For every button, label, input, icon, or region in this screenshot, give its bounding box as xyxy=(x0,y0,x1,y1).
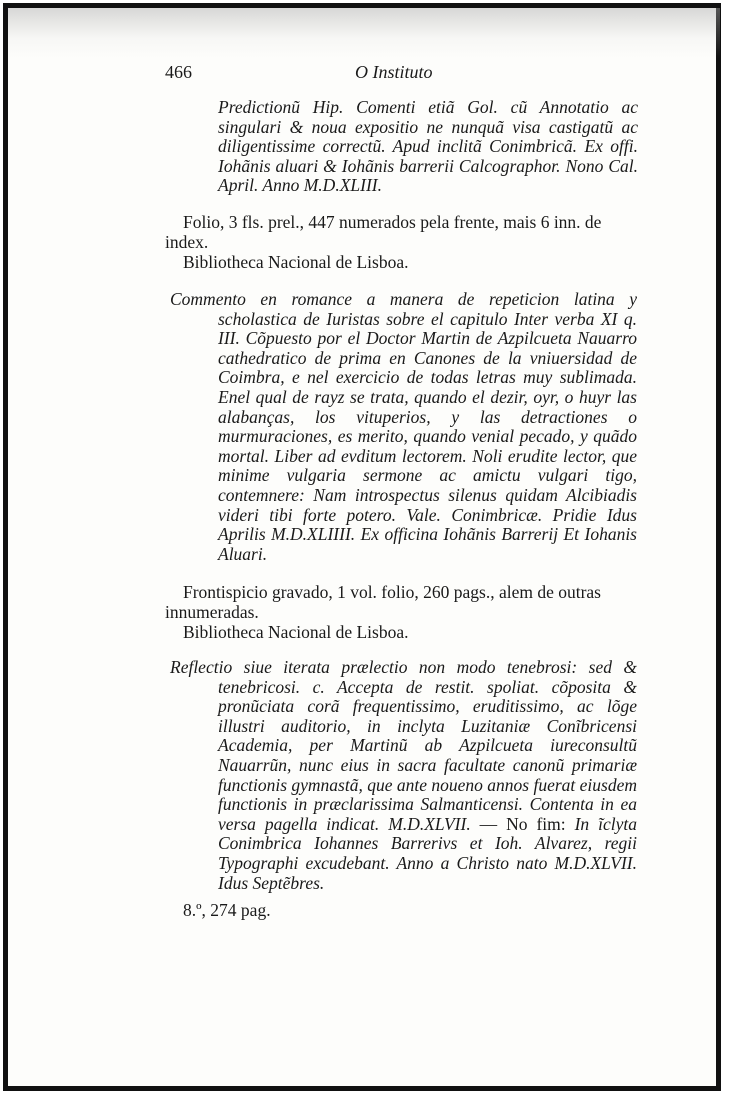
entry-2-library: Bibliotheca Nacional de Lisboa. xyxy=(183,622,409,642)
entry-3-citation: Reflectio siue iterata prælectio non modo tenebrosi: sed & tenebricosi. c. Accepta de restit. spoliat. cõposita & pronũciata corã frequentissimo, eruditissimo, ac lõge illustri auditorio, in inclyta Luzitaniæ Conĩbricensi Academia, per Martinũ ab Azpilcueta iureconsultũ Nauarrũn, nunc eius in sacra facultate canonũ primariæ functionis gymnastã, que ante noueno annos fuerat eiusdem functionis in præclarissima Salmanticensi. Contenta in ea versa pagella indicat. M.D.XLVII. — No fim: In ĩclyta Conimbrica Iohannes Barrerivs et Ioh. Alvarez, regii Typographi excudebant. Anno a Christo nato M.D.XLVII. Idus Septẽbres. xyxy=(170,657,638,893)
entry-3-title-word: Reflectio xyxy=(170,657,233,677)
entry-1-library: Bibliotheca Nacional de Lisboa. xyxy=(183,252,409,272)
entry-2-citation: Commento en romance a manera de repeticion latina y scholastica de Iuristas sobre el capitulo Inter verba XI q. III. Cõpuesto por el Doctor Martin de Azpilcueta Nauarro cathedratico de prima en Canones de la vniuersidad de Coimbra, e nel exercicio de todas letras muy sublimada. Enel qual de rayz se trata, quando el dezir, oyr, o huyr las alabanças, los vituperios, y las detractiones o murmuraciones, es merito, quando venial pecado, y quãdo mortal. Liber ad evditum lectorem. Noli erudite lector, que minime vulgaria sermone ac amictu vulgari tigo, contemnere: Nam introspectus silenus quidam Alcibiadis videri tibi forte potero. Vale. Conimbricæ. Pridie Idus Aprilis M.D.XLIIII. Ex officina Iohãnis Barrerij Et Iohanis Aluari. xyxy=(170,289,637,564)
page-header xyxy=(165,62,635,86)
entry-3-colophon-prefix: — No fim: xyxy=(479,813,566,834)
page-number: 466 xyxy=(165,62,192,82)
entry-1-citation: Predictionũ Hip. Comenti etiã Gol. cũ Annotatio ac singulari & noua expositio ne nunquã visa castigatũ ac diligentissime correctũ. Apud inclitã Conimbricã. Ex offi. Iohãnis aluari & Iohãnis barrerii Calcographor. Nono Cal. April. Anno M.D.XLIII. xyxy=(218,97,638,196)
entry-2-description: Frontispicio gravado, 1 vol. folio, 260 pags., alem de outras innumeradas. xyxy=(165,582,601,622)
entry-2-title-word: Commento xyxy=(170,289,246,309)
entry-3-description: 8.º, 274 pag. xyxy=(183,900,271,920)
scan-shadow xyxy=(8,8,720,58)
running-title: O Instituto xyxy=(355,62,433,82)
entry-3-colophon: In ĩclyta Conimbrica Iohannes Barrerivs et Ioh. Alvarez, regii Typographi excudebant. Anno a Christo nato M.D.XLVII. Idus Septẽbres. xyxy=(218,813,638,893)
entry-1-description: Folio, 3 fls. prel., 447 numerados pela frente, mais 6 inn. de index. xyxy=(165,212,602,252)
